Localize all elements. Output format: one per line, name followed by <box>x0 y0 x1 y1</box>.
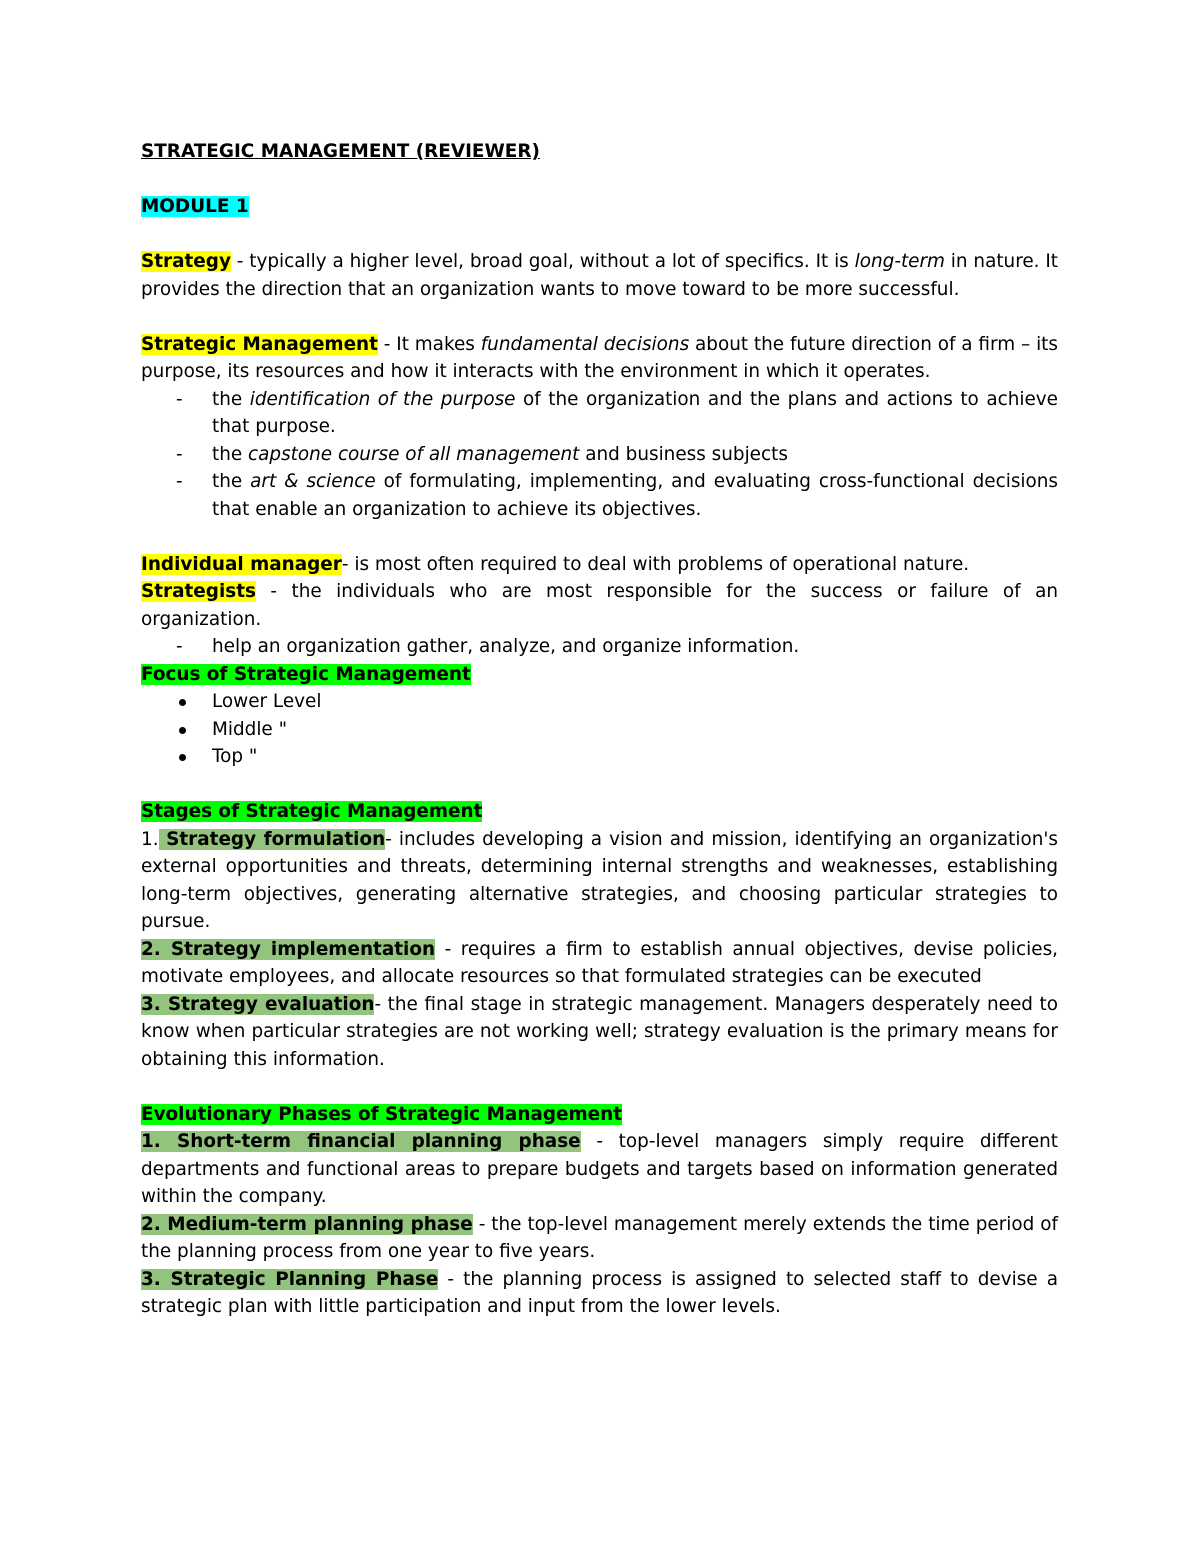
list-item: Middle " <box>141 716 1058 744</box>
term-strategic-management: Strategic Management <box>141 333 378 355</box>
list-item: - help an organization gather, analyze, and organize information. <box>176 636 800 657</box>
list-item: Top " <box>141 743 1058 771</box>
bullet-icon <box>179 754 186 761</box>
strategic-management-points <box>141 386 1058 524</box>
document-title: STRATEGIC MANAGEMENT (REVIEWER) <box>141 141 540 162</box>
term-individual-manager: Individual manager <box>141 553 342 575</box>
term-strategy: Strategy <box>141 251 231 272</box>
list-item: - the identification of the purpose of the organization and the plans and actions to achieve that purpose. <box>176 388 1058 437</box>
phase-strategic-planning: 3. Strategic Planning Phase - the planning process is assigned to selected staff to devise a strategic plan with little participation and input from the lower levels. <box>141 1268 1058 1317</box>
focus-levels-list <box>141 688 1058 771</box>
term-strategists: Strategists <box>141 581 256 602</box>
bullet-icon <box>179 727 186 734</box>
phase-short-term: 1. Short-term financial planning phase - top-level managers simply require different departments and functional areas to prepare budgets and targets based on information generated within the company. <box>141 1131 1058 1207</box>
stage-formulation: 1. Strategy formulation- includes developing a vision and mission, identifying an organization's external opportunities and threats, determining internal strengths and weaknesses, establishing long-term objectives, generating alternative strategies, and choosing particular strategies to pursue. <box>141 828 1058 932</box>
bullet-icon <box>179 699 186 706</box>
stage-evaluation: 3. Strategy evaluation- the final stage in strategic management. Managers desperately need to know when particular strategies are not working well; strategy evaluation is the primary means for obtaining this information. <box>141 993 1058 1070</box>
phase-medium-term: 2. Medium-term planning phase - the top-level management merely extends the time period of the planning process from one year to five years. <box>141 1213 1058 1262</box>
individual-manager-definition: Individual manager- is most often required to deal with problems of operational nature. <box>141 553 970 575</box>
strategy-definition: Strategy - typically a higher level, broad goal, without a lot of specifics. It is long-term in nature. It provides the direction that an organization wants to move toward to be more successful. <box>141 251 1059 300</box>
strategic-management-definition: Strategic Management - It makes fundamental decisions about the future direction of a firm – its purpose, its resources and how it interacts with the environment in which it operates. <box>141 333 1058 382</box>
list-item: Lower Level <box>141 688 1058 716</box>
list-item: - the capstone course of all management and business subjects <box>176 443 788 465</box>
stage-implementation: 2. Strategy implementation - requires a firm to establish annual objectives, devise policies, motivate employees, and allocate resources so that formulated strategies can be executed <box>141 938 1058 987</box>
stages-heading: Stages of Strategic Management <box>141 801 483 822</box>
list-item: - the art & science of formulating, implementing, and evaluating cross-functional decisions that enable an organization to achieve its objectives. <box>176 471 1059 520</box>
document-page <box>141 138 1058 1321</box>
strategists-definition: Strategists - the individuals who are most responsible for the success or failure of an organization. <box>141 581 1058 630</box>
strategists-points <box>141 633 1058 661</box>
module-heading: MODULE 1 <box>141 196 249 217</box>
focus-heading: Focus of Strategic Management <box>141 663 471 685</box>
evolutionary-heading: Evolutionary Phases of Strategic Management <box>141 1103 622 1125</box>
